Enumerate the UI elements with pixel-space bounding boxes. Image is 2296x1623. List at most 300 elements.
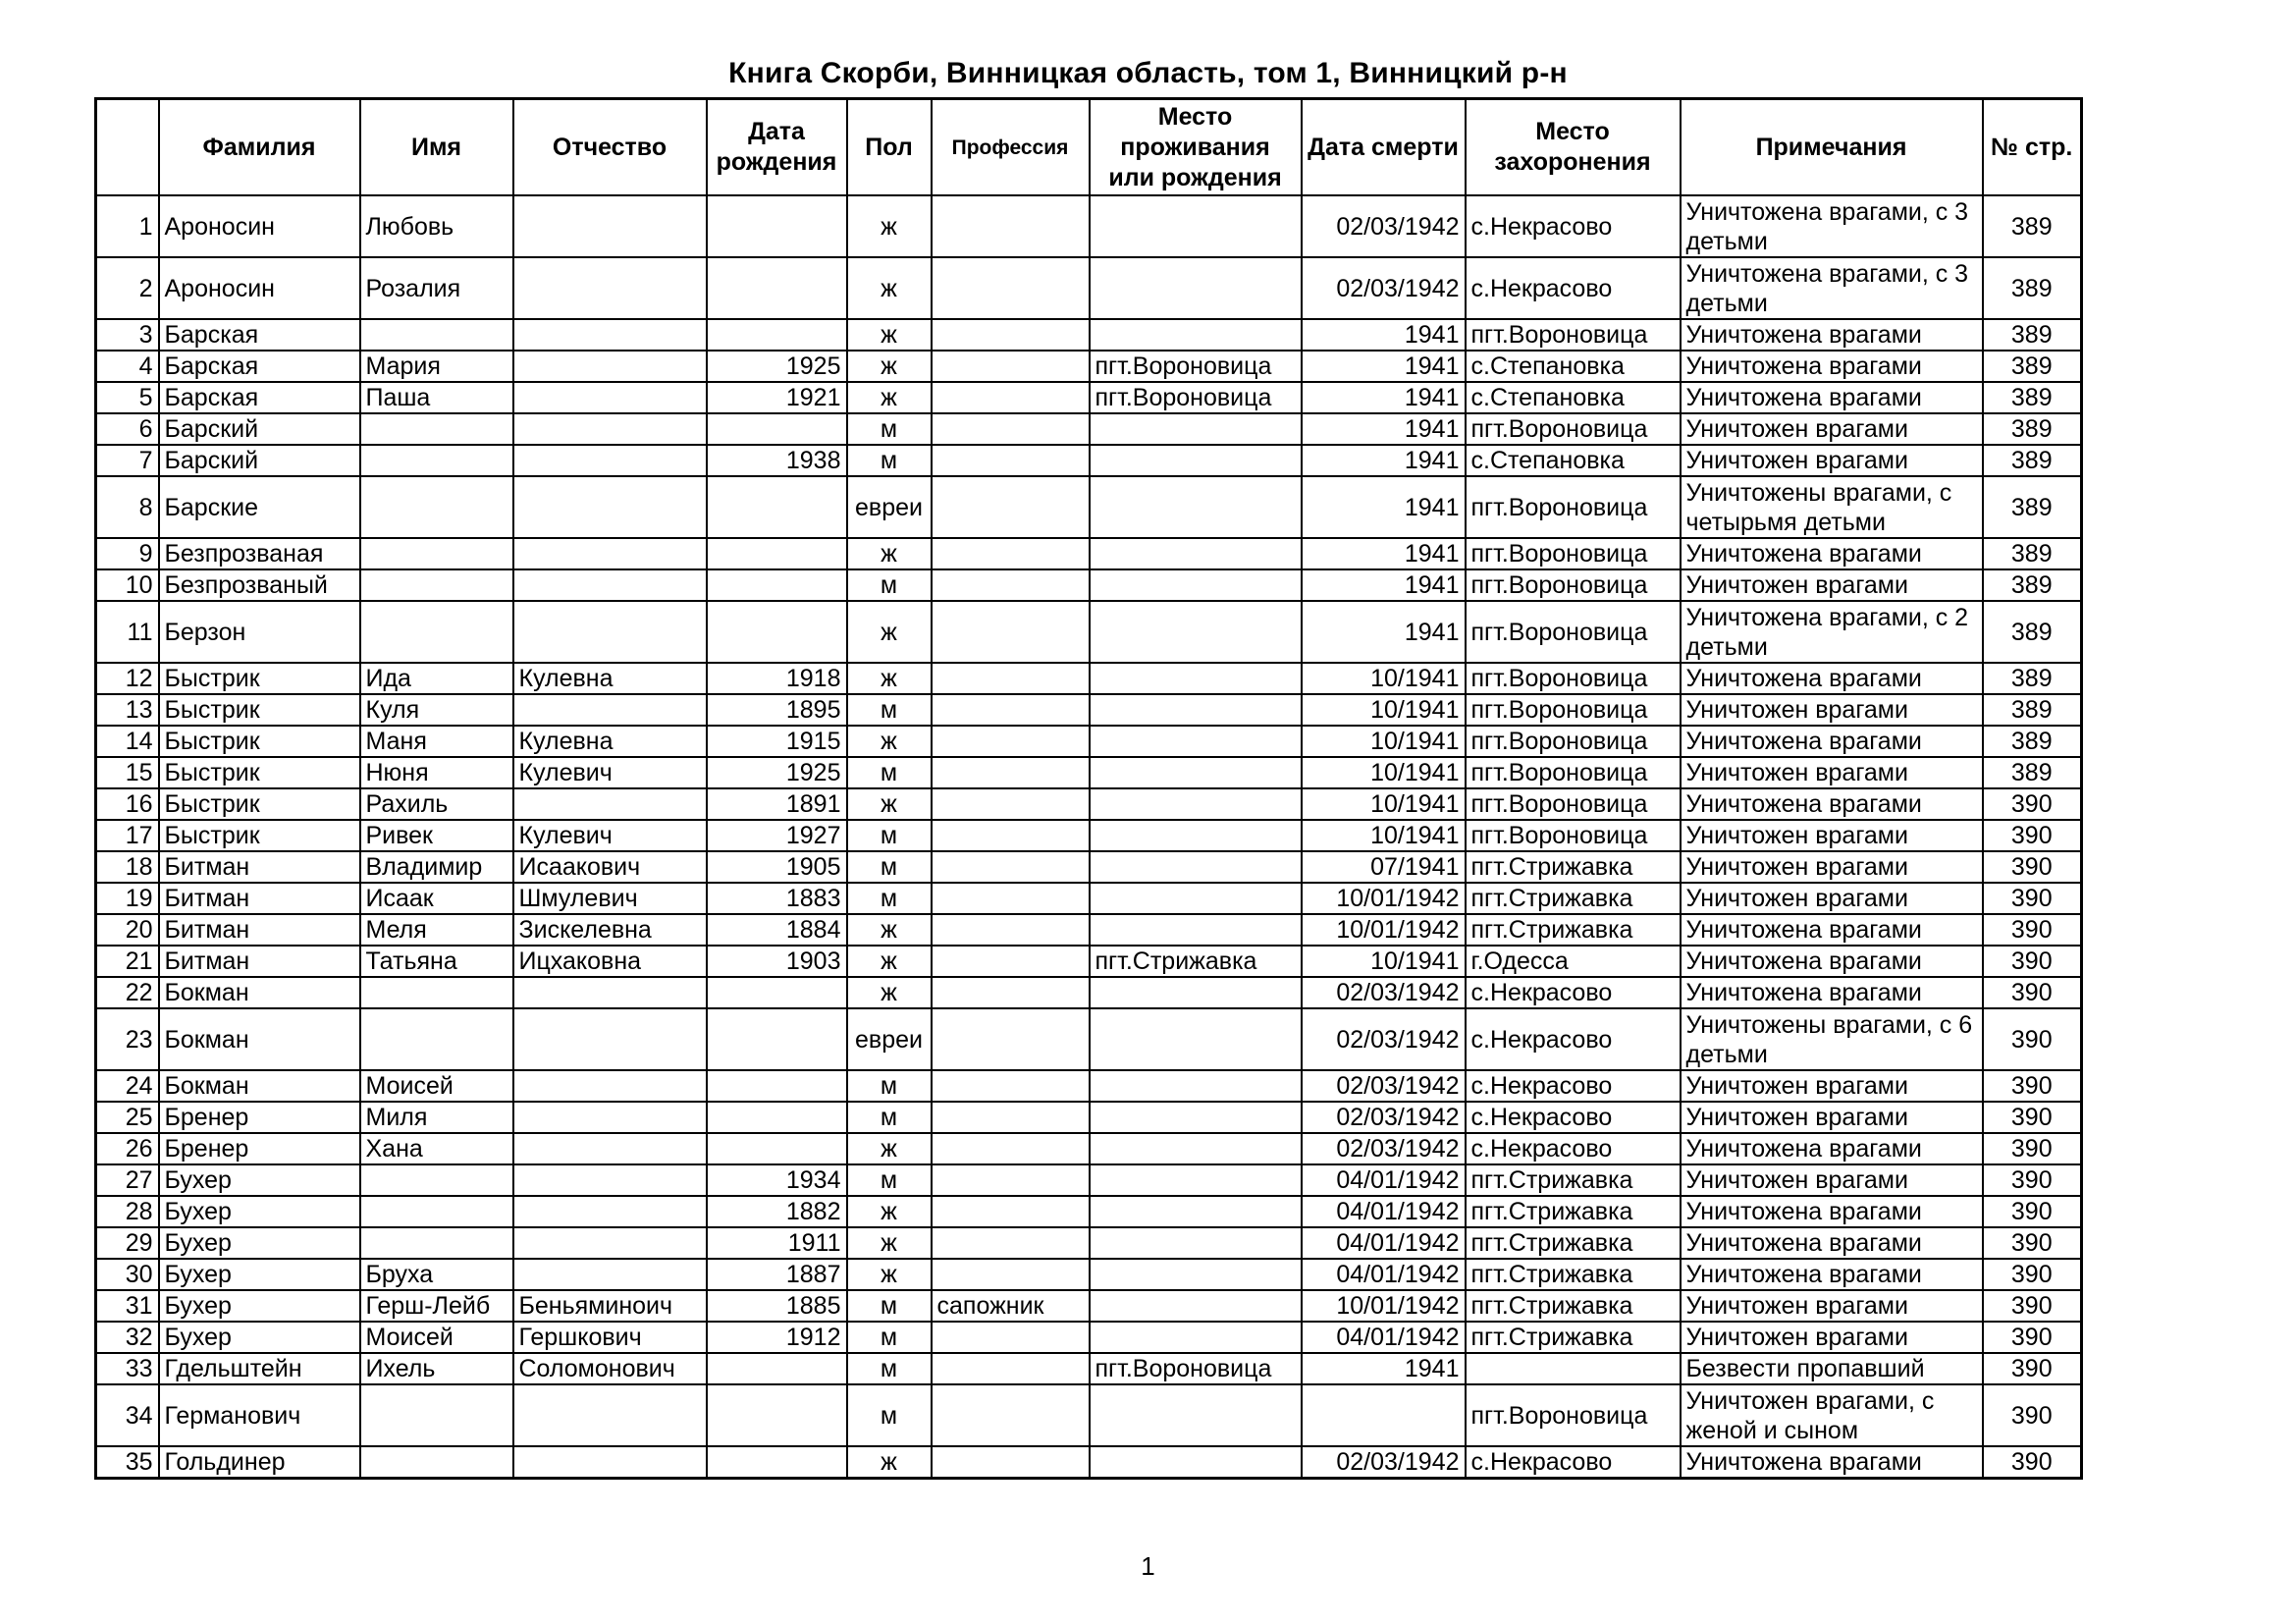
cell-number: 10 bbox=[96, 569, 159, 601]
cell-residence bbox=[1090, 1164, 1302, 1196]
table-row bbox=[96, 601, 2082, 663]
cell-profession bbox=[932, 1196, 1090, 1227]
cell-patronymic bbox=[513, 1384, 707, 1446]
cell-notes: Уничтожен врагами bbox=[1681, 694, 1983, 726]
cell-residence bbox=[1090, 319, 1302, 351]
cell-birth-date bbox=[707, 1384, 847, 1446]
cell-surname: Битман bbox=[159, 851, 360, 883]
cell-notes: Уничтожена врагами bbox=[1681, 351, 1983, 382]
cell-patronymic: Шмулевич bbox=[513, 883, 707, 914]
cell-number: 23 bbox=[96, 1008, 159, 1070]
cell-patronymic bbox=[513, 1102, 707, 1133]
cell-page: 390 bbox=[1983, 1164, 2082, 1196]
col-header-sex: Пол bbox=[847, 99, 932, 196]
cell-death-date: 10/1941 bbox=[1302, 946, 1466, 977]
cell-patronymic: Гершкович bbox=[513, 1322, 707, 1353]
cell-death-date: 1941 bbox=[1302, 382, 1466, 413]
cell-residence bbox=[1090, 195, 1302, 257]
cell-name: Рахиль bbox=[360, 788, 513, 820]
cell-page: 390 bbox=[1983, 820, 2082, 851]
cell-birth-date: 1885 bbox=[707, 1290, 847, 1322]
cell-profession bbox=[932, 1102, 1090, 1133]
cell-profession bbox=[932, 601, 1090, 663]
cell-profession bbox=[932, 1070, 1090, 1102]
cell-birth-date: 1925 bbox=[707, 757, 847, 788]
cell-profession bbox=[932, 757, 1090, 788]
cell-patronymic bbox=[513, 538, 707, 569]
cell-death-date: 1941 bbox=[1302, 319, 1466, 351]
cell-name: Меля bbox=[360, 914, 513, 946]
table-row bbox=[96, 883, 2082, 914]
cell-burial-place: с.Степановка bbox=[1466, 445, 1681, 476]
cell-burial-place: пгт.Стрижавка bbox=[1466, 1290, 1681, 1322]
cell-death-date: 02/03/1942 bbox=[1302, 1446, 1466, 1479]
cell-profession bbox=[932, 977, 1090, 1008]
cell-burial-place: пгт.Вороновица bbox=[1466, 663, 1681, 694]
cell-profession bbox=[932, 1259, 1090, 1290]
cell-burial-place: пгт.Вороновица bbox=[1466, 476, 1681, 538]
cell-profession bbox=[932, 538, 1090, 569]
col-header-birth-date: Дата рождения bbox=[707, 99, 847, 196]
cell-number: 18 bbox=[96, 851, 159, 883]
cell-burial-place: с.Некрасово bbox=[1466, 1102, 1681, 1133]
cell-death-date: 02/03/1942 bbox=[1302, 195, 1466, 257]
cell-page: 389 bbox=[1983, 351, 2082, 382]
table-row bbox=[96, 445, 2082, 476]
cell-page: 389 bbox=[1983, 476, 2082, 538]
cell-burial-place: пгт.Вороновица bbox=[1466, 757, 1681, 788]
cell-patronymic: Соломонович bbox=[513, 1353, 707, 1384]
cell-birth-date: 1911 bbox=[707, 1227, 847, 1259]
cell-page: 390 bbox=[1983, 1227, 2082, 1259]
cell-residence: пгт.Вороновица bbox=[1090, 1353, 1302, 1384]
cell-number: 22 bbox=[96, 977, 159, 1008]
cell-burial-place: с.Некрасово bbox=[1466, 1070, 1681, 1102]
cell-residence bbox=[1090, 914, 1302, 946]
table-row bbox=[96, 820, 2082, 851]
cell-sex: ж bbox=[847, 788, 932, 820]
cell-name bbox=[360, 319, 513, 351]
cell-patronymic: Зискелевна bbox=[513, 914, 707, 946]
cell-burial-place: пгт.Вороновица bbox=[1466, 788, 1681, 820]
cell-page: 390 bbox=[1983, 1008, 2082, 1070]
cell-residence bbox=[1090, 1384, 1302, 1446]
cell-death-date: 10/1941 bbox=[1302, 820, 1466, 851]
cell-death-date: 1941 bbox=[1302, 413, 1466, 445]
cell-notes: Уничтожена врагами, с 3 детьми bbox=[1681, 195, 1983, 257]
cell-page: 390 bbox=[1983, 1446, 2082, 1479]
cell-burial-place: пгт.Вороновица bbox=[1466, 726, 1681, 757]
cell-patronymic bbox=[513, 788, 707, 820]
cell-birth-date: 1927 bbox=[707, 820, 847, 851]
cell-profession bbox=[932, 445, 1090, 476]
cell-sex: ж bbox=[847, 601, 932, 663]
cell-residence bbox=[1090, 977, 1302, 1008]
cell-death-date: 04/01/1942 bbox=[1302, 1227, 1466, 1259]
cell-surname: Гольдинер bbox=[159, 1446, 360, 1479]
cell-death-date: 10/01/1942 bbox=[1302, 914, 1466, 946]
cell-patronymic bbox=[513, 601, 707, 663]
cell-notes: Уничтожен врагами bbox=[1681, 1102, 1983, 1133]
cell-residence bbox=[1090, 1196, 1302, 1227]
cell-birth-date: 1925 bbox=[707, 351, 847, 382]
cell-profession: сапожник bbox=[932, 1290, 1090, 1322]
cell-residence bbox=[1090, 851, 1302, 883]
cell-burial-place: пгт.Стрижавка bbox=[1466, 1322, 1681, 1353]
cell-birth-date: 1895 bbox=[707, 694, 847, 726]
cell-patronymic bbox=[513, 1446, 707, 1479]
cell-number: 20 bbox=[96, 914, 159, 946]
cell-number: 5 bbox=[96, 382, 159, 413]
col-header-page: № стр. bbox=[1983, 99, 2082, 196]
cell-notes: Уничтожена врагами, с 2 детьми bbox=[1681, 601, 1983, 663]
table-row bbox=[96, 1070, 2082, 1102]
col-header-burial-place: Место захоронения bbox=[1466, 99, 1681, 196]
cell-number: 33 bbox=[96, 1353, 159, 1384]
cell-notes: Уничтожена врагами bbox=[1681, 538, 1983, 569]
cell-residence bbox=[1090, 1259, 1302, 1290]
table-row bbox=[96, 1446, 2082, 1479]
cell-burial-place: с.Некрасово bbox=[1466, 1446, 1681, 1479]
cell-surname: Бренер bbox=[159, 1102, 360, 1133]
cell-number: 8 bbox=[96, 476, 159, 538]
cell-sex: ж bbox=[847, 946, 932, 977]
cell-birth-date bbox=[707, 1070, 847, 1102]
cell-patronymic bbox=[513, 1070, 707, 1102]
cell-sex: м bbox=[847, 1164, 932, 1196]
table-row bbox=[96, 757, 2082, 788]
table-row bbox=[96, 726, 2082, 757]
cell-notes: Уничтожена врагами bbox=[1681, 1227, 1983, 1259]
cell-name bbox=[360, 601, 513, 663]
cell-profession bbox=[932, 663, 1090, 694]
cell-notes: Уничтожен врагами bbox=[1681, 820, 1983, 851]
table-row bbox=[96, 851, 2082, 883]
cell-residence bbox=[1090, 257, 1302, 319]
cell-birth-date bbox=[707, 1008, 847, 1070]
cell-sex: м bbox=[847, 413, 932, 445]
cell-surname: Быстрик bbox=[159, 757, 360, 788]
col-header-residence: Место проживания или рождения bbox=[1090, 99, 1302, 196]
cell-residence bbox=[1090, 694, 1302, 726]
table-row bbox=[96, 319, 2082, 351]
cell-surname: Бухер bbox=[159, 1259, 360, 1290]
cell-patronymic bbox=[513, 445, 707, 476]
cell-patronymic: Исаакович bbox=[513, 851, 707, 883]
cell-number: 34 bbox=[96, 1384, 159, 1446]
cell-name bbox=[360, 1164, 513, 1196]
table-row bbox=[96, 257, 2082, 319]
cell-death-date: 10/01/1942 bbox=[1302, 1290, 1466, 1322]
cell-page: 390 bbox=[1983, 1133, 2082, 1164]
table-row bbox=[96, 1322, 2082, 1353]
cell-profession bbox=[932, 694, 1090, 726]
cell-surname: Битман bbox=[159, 883, 360, 914]
cell-page: 390 bbox=[1983, 977, 2082, 1008]
table-row bbox=[96, 788, 2082, 820]
cell-number: 3 bbox=[96, 319, 159, 351]
cell-notes: Уничтожена врагами bbox=[1681, 1133, 1983, 1164]
cell-residence bbox=[1090, 601, 1302, 663]
col-header-name: Имя bbox=[360, 99, 513, 196]
cell-name: Куля bbox=[360, 694, 513, 726]
cell-notes: Уничтожен врагами bbox=[1681, 413, 1983, 445]
cell-burial-place: пгт.Вороновица bbox=[1466, 694, 1681, 726]
col-header-profession: Профессия bbox=[932, 99, 1090, 196]
cell-death-date: 1941 bbox=[1302, 538, 1466, 569]
cell-death-date: 1941 bbox=[1302, 569, 1466, 601]
cell-residence bbox=[1090, 726, 1302, 757]
cell-number: 21 bbox=[96, 946, 159, 977]
cell-death-date: 1941 bbox=[1302, 601, 1466, 663]
cell-notes: Уничтожена врагами bbox=[1681, 1446, 1983, 1479]
table-row bbox=[96, 538, 2082, 569]
cell-patronymic bbox=[513, 257, 707, 319]
cell-patronymic: Кулевич bbox=[513, 820, 707, 851]
table-row bbox=[96, 1259, 2082, 1290]
cell-profession bbox=[932, 319, 1090, 351]
cell-notes: Уничтожена врагами bbox=[1681, 1196, 1983, 1227]
cell-sex: м bbox=[847, 445, 932, 476]
cell-number: 32 bbox=[96, 1322, 159, 1353]
cell-birth-date bbox=[707, 319, 847, 351]
cell-residence bbox=[1090, 1102, 1302, 1133]
cell-page: 389 bbox=[1983, 538, 2082, 569]
cell-notes: Уничтожен врагами bbox=[1681, 1322, 1983, 1353]
cell-sex: евреи bbox=[847, 1008, 932, 1070]
cell-surname: Быстрик bbox=[159, 694, 360, 726]
cell-page: 390 bbox=[1983, 1070, 2082, 1102]
cell-birth-date bbox=[707, 1133, 847, 1164]
cell-patronymic bbox=[513, 977, 707, 1008]
cell-name: Исаак bbox=[360, 883, 513, 914]
cell-patronymic bbox=[513, 1227, 707, 1259]
cell-page: 389 bbox=[1983, 757, 2082, 788]
cell-sex: м bbox=[847, 820, 932, 851]
cell-death-date: 10/1941 bbox=[1302, 663, 1466, 694]
cell-surname: Безпрозваный bbox=[159, 569, 360, 601]
table-row bbox=[96, 1290, 2082, 1322]
cell-page: 390 bbox=[1983, 946, 2082, 977]
cell-residence bbox=[1090, 1290, 1302, 1322]
cell-number: 28 bbox=[96, 1196, 159, 1227]
cell-birth-date: 1884 bbox=[707, 914, 847, 946]
table-row bbox=[96, 914, 2082, 946]
cell-name: Герш-Лейб bbox=[360, 1290, 513, 1322]
cell-name: Ихель bbox=[360, 1353, 513, 1384]
cell-patronymic bbox=[513, 1133, 707, 1164]
cell-sex: м bbox=[847, 1353, 932, 1384]
cell-residence bbox=[1090, 413, 1302, 445]
cell-burial-place: пгт.Стрижавка bbox=[1466, 1196, 1681, 1227]
table-body bbox=[96, 195, 2082, 1479]
cell-surname: Берзон bbox=[159, 601, 360, 663]
cell-surname: Быстрик bbox=[159, 726, 360, 757]
cell-profession bbox=[932, 1133, 1090, 1164]
cell-notes: Уничтожена врагами, с 3 детьми bbox=[1681, 257, 1983, 319]
cell-sex: м bbox=[847, 1322, 932, 1353]
cell-birth-date: 1903 bbox=[707, 946, 847, 977]
cell-death-date: 10/1941 bbox=[1302, 694, 1466, 726]
cell-death-date: 10/1941 bbox=[1302, 726, 1466, 757]
cell-birth-date: 1918 bbox=[707, 663, 847, 694]
cell-profession bbox=[932, 382, 1090, 413]
cell-residence bbox=[1090, 476, 1302, 538]
cell-surname: Барская bbox=[159, 319, 360, 351]
cell-birth-date: 1938 bbox=[707, 445, 847, 476]
table-row bbox=[96, 1133, 2082, 1164]
cell-residence bbox=[1090, 569, 1302, 601]
cell-page: 389 bbox=[1983, 382, 2082, 413]
cell-page: 390 bbox=[1983, 1322, 2082, 1353]
cell-surname: Битман bbox=[159, 914, 360, 946]
cell-birth-date: 1883 bbox=[707, 883, 847, 914]
cell-page: 390 bbox=[1983, 851, 2082, 883]
cell-patronymic bbox=[513, 195, 707, 257]
cell-death-date: 10/1941 bbox=[1302, 757, 1466, 788]
cell-burial-place: с.Некрасово bbox=[1466, 195, 1681, 257]
cell-profession bbox=[932, 820, 1090, 851]
cell-sex: м bbox=[847, 694, 932, 726]
cell-residence bbox=[1090, 1133, 1302, 1164]
cell-number: 9 bbox=[96, 538, 159, 569]
cell-surname: Бокман bbox=[159, 1008, 360, 1070]
cell-burial-place: пгт.Стрижавка bbox=[1466, 1164, 1681, 1196]
cell-number: 4 bbox=[96, 351, 159, 382]
cell-patronymic bbox=[513, 351, 707, 382]
cell-name bbox=[360, 538, 513, 569]
cell-page: 390 bbox=[1983, 1290, 2082, 1322]
cell-sex: ж bbox=[847, 351, 932, 382]
cell-profession bbox=[932, 726, 1090, 757]
cell-birth-date bbox=[707, 1446, 847, 1479]
cell-residence bbox=[1090, 1008, 1302, 1070]
cell-sex: ж bbox=[847, 195, 932, 257]
cell-number: 35 bbox=[96, 1446, 159, 1479]
cell-sex: ж bbox=[847, 1259, 932, 1290]
cell-page: 389 bbox=[1983, 726, 2082, 757]
cell-surname: Быстрик bbox=[159, 663, 360, 694]
cell-residence bbox=[1090, 883, 1302, 914]
cell-sex: м bbox=[847, 1384, 932, 1446]
cell-death-date: 10/1941 bbox=[1302, 788, 1466, 820]
cell-birth-date bbox=[707, 476, 847, 538]
cell-birth-date bbox=[707, 1353, 847, 1384]
cell-name: Любовь bbox=[360, 195, 513, 257]
cell-name: Татьяна bbox=[360, 946, 513, 977]
cell-patronymic: Кулевна bbox=[513, 726, 707, 757]
cell-notes: Уничтожена врагами bbox=[1681, 946, 1983, 977]
table-row bbox=[96, 1227, 2082, 1259]
cell-birth-date bbox=[707, 538, 847, 569]
cell-page: 389 bbox=[1983, 413, 2082, 445]
cell-notes: Уничтожена врагами bbox=[1681, 319, 1983, 351]
table-row bbox=[96, 1384, 2082, 1446]
cell-number: 15 bbox=[96, 757, 159, 788]
cell-patronymic: Кулевич bbox=[513, 757, 707, 788]
cell-burial-place: пгт.Вороновица bbox=[1466, 601, 1681, 663]
cell-surname: Барский bbox=[159, 413, 360, 445]
cell-burial-place: пгт.Вороновица bbox=[1466, 319, 1681, 351]
cell-notes: Уничтожен врагами bbox=[1681, 851, 1983, 883]
cell-residence bbox=[1090, 1322, 1302, 1353]
cell-death-date: 1941 bbox=[1302, 445, 1466, 476]
cell-patronymic bbox=[513, 1008, 707, 1070]
cell-surname: Ароносин bbox=[159, 195, 360, 257]
cell-sex: м bbox=[847, 1290, 932, 1322]
cell-profession bbox=[932, 413, 1090, 445]
cell-number: 24 bbox=[96, 1070, 159, 1102]
cell-patronymic bbox=[513, 1196, 707, 1227]
table-row bbox=[96, 946, 2082, 977]
cell-page: 389 bbox=[1983, 319, 2082, 351]
cell-death-date: 04/01/1942 bbox=[1302, 1259, 1466, 1290]
cell-notes: Уничтожен врагами bbox=[1681, 1290, 1983, 1322]
cell-death-date: 1941 bbox=[1302, 1353, 1466, 1384]
cell-profession bbox=[932, 1164, 1090, 1196]
cell-page: 390 bbox=[1983, 1384, 2082, 1446]
cell-surname: Барская bbox=[159, 351, 360, 382]
cell-death-date: 04/01/1942 bbox=[1302, 1322, 1466, 1353]
cell-name bbox=[360, 413, 513, 445]
cell-residence bbox=[1090, 788, 1302, 820]
cell-surname: Ароносин bbox=[159, 257, 360, 319]
cell-notes: Уничтожена врагами bbox=[1681, 663, 1983, 694]
cell-notes: Уничтожен врагами bbox=[1681, 883, 1983, 914]
cell-number: 13 bbox=[96, 694, 159, 726]
table-header-row bbox=[96, 99, 2082, 196]
cell-burial-place: пгт.Стрижавка bbox=[1466, 851, 1681, 883]
cell-sex: м bbox=[847, 1102, 932, 1133]
cell-notes: Уничтожен врагами bbox=[1681, 569, 1983, 601]
cell-name: Миля bbox=[360, 1102, 513, 1133]
cell-notes: Уничтожена врагами bbox=[1681, 977, 1983, 1008]
cell-number: 19 bbox=[96, 883, 159, 914]
table-row bbox=[96, 1102, 2082, 1133]
cell-number: 16 bbox=[96, 788, 159, 820]
cell-burial-place bbox=[1466, 1353, 1681, 1384]
cell-sex: ж bbox=[847, 1446, 932, 1479]
cell-birth-date: 1912 bbox=[707, 1322, 847, 1353]
table-row bbox=[96, 1164, 2082, 1196]
cell-burial-place: пгт.Стрижавка bbox=[1466, 1227, 1681, 1259]
cell-name bbox=[360, 1384, 513, 1446]
cell-patronymic bbox=[513, 382, 707, 413]
cell-sex: ж bbox=[847, 257, 932, 319]
cell-residence bbox=[1090, 1446, 1302, 1479]
cell-number: 31 bbox=[96, 1290, 159, 1322]
cell-burial-place: с.Степановка bbox=[1466, 351, 1681, 382]
cell-birth-date: 1921 bbox=[707, 382, 847, 413]
cell-page: 389 bbox=[1983, 195, 2082, 257]
cell-residence bbox=[1090, 1070, 1302, 1102]
cell-surname: Барские bbox=[159, 476, 360, 538]
cell-death-date: 04/01/1942 bbox=[1302, 1196, 1466, 1227]
cell-surname: Германович bbox=[159, 1384, 360, 1446]
cell-patronymic: Беньяминоич bbox=[513, 1290, 707, 1322]
table-row bbox=[96, 977, 2082, 1008]
cell-burial-place: пгт.Стрижавка bbox=[1466, 883, 1681, 914]
cell-sex: евреи bbox=[847, 476, 932, 538]
cell-birth-date bbox=[707, 413, 847, 445]
cell-name bbox=[360, 1196, 513, 1227]
cell-surname: Бухер bbox=[159, 1227, 360, 1259]
cell-death-date: 02/03/1942 bbox=[1302, 1133, 1466, 1164]
cell-page: 390 bbox=[1983, 788, 2082, 820]
cell-profession bbox=[932, 1227, 1090, 1259]
cell-residence bbox=[1090, 445, 1302, 476]
table-row bbox=[96, 476, 2082, 538]
